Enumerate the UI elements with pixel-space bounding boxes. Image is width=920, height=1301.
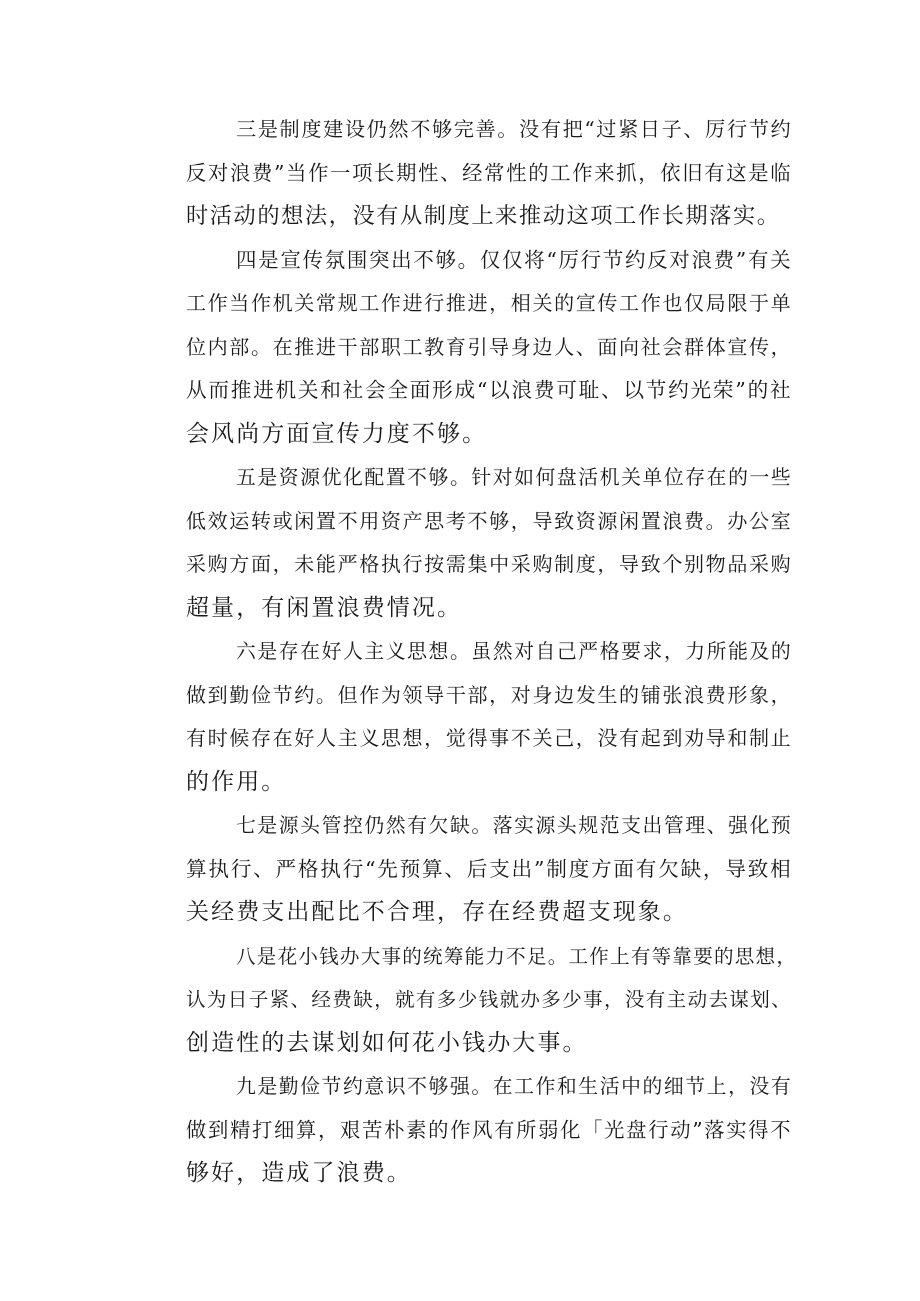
text-line: 位内部。在推进干部职工教育引导身边人、面向社会群体宣传，	[186, 334, 792, 359]
text-line: 时活动的想法，没有从制度上来推动这项工作长期落实。	[186, 203, 781, 229]
paragraph-5-resources	[136, 456, 792, 630]
text-line: 算执行、严格执行“先预算、后支出”制度方面有欠缺，导致相	[186, 856, 792, 881]
text-line: 做到精打细算，艰苦朴素的作风有所弱化「光盘行动”落实得不	[186, 1117, 792, 1142]
text-line: 七是源头管控仍然有欠缺。落实源头规范支出管理、强化预	[236, 814, 792, 837]
text-line: 创造性的去谋划如何花小钱办大事。	[186, 1029, 588, 1056]
text-line: 五是资源优化配置不够。针对如何盘活机关单位存在的一些	[236, 466, 792, 489]
text-line: 六是存在好人主义思想。虽然对自己严格要求，力所能及的	[236, 640, 792, 663]
paragraph-9-frugality	[136, 1065, 792, 1196]
text-line: 认为日子紧、经费缺，就有多少钱就办多少事，没有主动去谋划、	[186, 988, 792, 1011]
text-line: 九是勤俭节约意识不够强。在工作和生活中的细节上，没有	[236, 1075, 792, 1098]
paragraph-6-mindset	[136, 630, 792, 804]
text-line: 采购方面，未能严格执行按需集中采购制度，导致个别物品采购	[186, 552, 792, 576]
text-line: 反对浪费”当作一项长期性、经常性的工作来抓，依旧有这是临	[186, 160, 792, 185]
text-line: 超量，有闲置浪费情况。	[186, 594, 463, 621]
text-line: 从而推进机关和社会全面形成“以浪费可耻、以节约光荣”的社	[186, 378, 792, 402]
text-line: 关经费支出配比不合理，存在经费超支现象。	[186, 899, 688, 925]
document-body	[136, 108, 798, 1196]
text-line: 有时候存在好人主义思想，觉得事不关己，没有起到劝导和制止	[186, 726, 792, 750]
text-line: 八是花小钱办大事的统筹能力不足。工作上有等靠要的思想，	[236, 944, 798, 968]
text-line: 低效运转或闲置不用资产思考不够，导致资源闲置浪费。办公室	[186, 508, 792, 533]
text-line: 四是宣传氛围突出不够。仅仅将“厉行节约反对浪费”有关	[236, 247, 792, 272]
paragraph-7-source-control	[136, 804, 792, 935]
paragraph-8-coordination	[136, 935, 798, 1066]
text-line: 够好，造成了浪费。	[186, 1160, 412, 1186]
paragraph-3-institution	[136, 108, 792, 239]
text-line: 三是制度建设仍然不够完善。没有把“过紧日子、厉行节约	[236, 117, 792, 141]
text-line: 的作用。	[186, 768, 287, 795]
text-line: 做到勤俭节约。但作为领导干部，对身边发生的铺张浪费形象，	[186, 682, 792, 707]
paragraph-4-publicity	[136, 239, 792, 457]
text-line: 会风尚方面宣传力度不够。	[186, 420, 488, 447]
text-line: 工作当作机关常规工作进行推进，相关的宣传工作也仅局限于单	[186, 291, 792, 315]
